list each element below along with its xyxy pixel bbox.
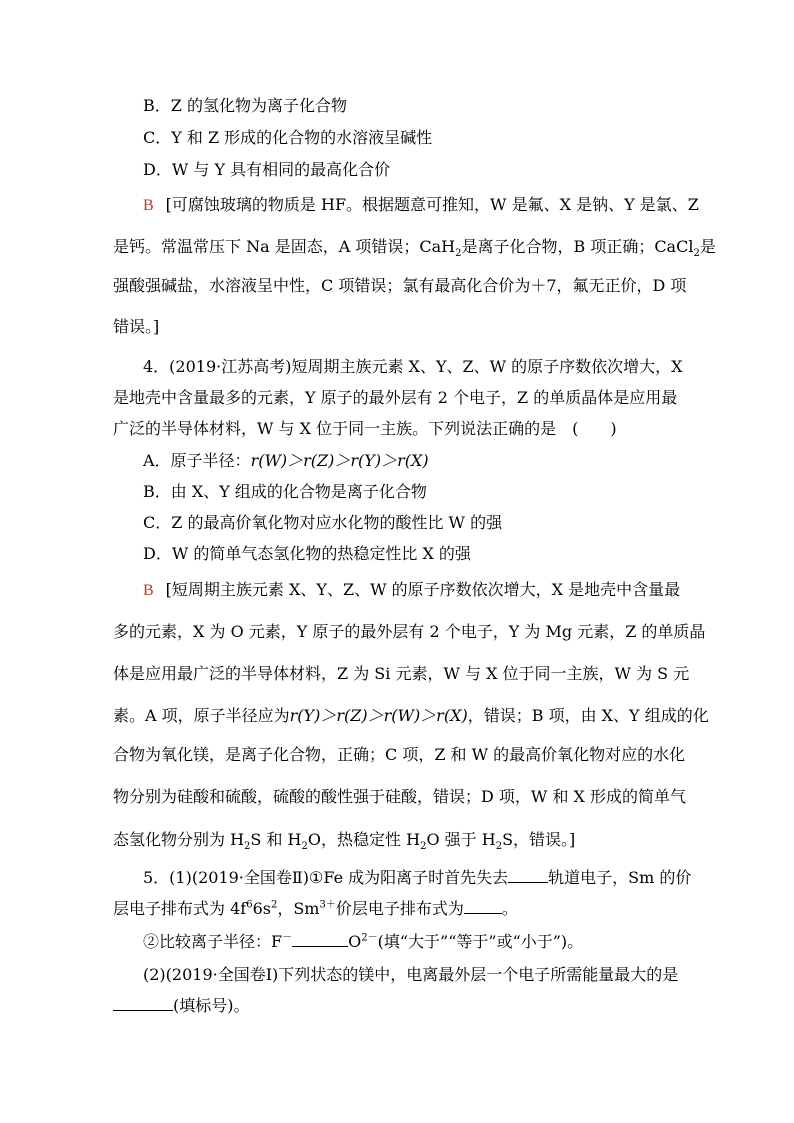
answer-text: 是钙。常温常压下 Na 是固态，A 项错误；CaH [113,237,456,256]
answer-line [113,706,709,726]
fill-blank[interactable] [464,899,502,914]
subscript: 2 [244,841,251,853]
answer-text: 态氢化物分别为 H [113,830,245,849]
answer-text: O，热稳定性 H [307,830,421,849]
fill-blank[interactable] [508,868,548,883]
question-text: (填标号)。 [173,996,250,1015]
question-text: 6s [252,899,271,918]
question-text: O [348,932,362,951]
subscript: 2 [455,248,462,260]
question-text: (填“大于”“等于”或“小于”)。 [377,932,584,951]
question-4-line: 4．(2019·江苏高考)短周期主族元素 X、Y、Z、W 的原子序数依次增大，X [143,357,683,376]
superscript: 2－ [361,932,378,944]
question-text: 。 [501,899,518,918]
answer-text: 是离子化合物，B 项正确；CaCl [461,237,694,256]
superscript: 2 [270,899,278,911]
answer-line: 物分别为硅酸和硫酸，硫酸的酸性强于硅酸，错误；D 项，W 和 X 形成的简单气 [113,787,687,806]
fill-blank[interactable] [113,996,173,1011]
question-text: ②比较离子半径：F [143,932,283,951]
answer-text: 是 [699,237,716,256]
superscript: 3＋ [319,899,336,911]
answer-line [143,195,699,216]
question-text: 5．(1)(2019·全国卷Ⅱ)①Fe 成为阳离子时首先失去 [143,868,509,887]
answer-text: [短周期主族元素 X、Y、Z、W 的原子序数依次增大，X 是地壳中含量最 [165,580,681,599]
subscript: 2 [301,841,308,853]
question-5-line: (2)(2019·全国卷Ⅰ)下列状态的镁中，电离最外层一个电子所需能量最大的是 [143,965,679,984]
question-4-line: 是地壳中含量最多的元素，Y 原子的最外层有 2 个电子，Z 的单质晶体是应用最 [113,388,678,407]
answer-text: ，错误；B 项，由 X、Y 组成的化 [467,706,709,725]
q4-option-b: B．由 X、Y 组成的化合物是离子化合物 [143,482,427,501]
answer-line: 合物为氧化镁，是离子化合物，正确；C 项，Z 和 W 的最高价氧化物对应的水化 [113,745,686,764]
option-expression: r(W)＞r(Z)＞r(Y)＞r(X) [250,451,429,470]
answer-text: S，错误。] [502,830,576,849]
q4-option-c: C．Z 的最高价氧化物对应水化物的酸性比 W 的强 [143,513,503,532]
option-b: B．Z 的氢化物为离子化合物 [143,96,347,115]
q4-option-d: D．W 的简单气态氢化物的热稳定性比 X 的强 [143,544,471,563]
answer-line: 体是应用最广泛的半导体材料，Z 为 Si 元素，W 与 X 位于同一主族，W 为 S 元 [113,664,690,683]
superscript: － [282,932,293,944]
answer-line: 错误。] [113,317,160,336]
option-text: A．原子半径： [143,451,251,470]
answer-line [143,580,680,601]
q4-option-a [143,451,429,471]
question-text: 价层电子排布式为 [335,899,464,918]
answer-letter: B [143,197,154,214]
answer-expression: r(Y)＞r(Z)＞r(W)＞r(X) [289,706,468,725]
answer-text: S 和 H [250,830,302,849]
answer-text: O 强于 H [426,830,496,849]
answer-line [113,830,576,853]
answer-letter: B [143,582,154,599]
question-5-line [113,899,518,919]
fill-blank[interactable] [292,932,348,947]
subscript: 2 [693,248,700,260]
option-c: C．Y 和 Z 形成的化合物的水溶液呈碱性 [143,128,433,147]
question-text: ，Sm [277,899,320,918]
question-text: 层电子排布式为 4f [113,899,247,918]
question-text: 轨道电子，Sm 的价 [548,868,692,887]
answer-text: 素。A 项，原子半径应为 [113,706,290,725]
superscript: 6 [246,899,253,911]
answer-line [113,237,716,260]
answer-line: 强酸强碱盐，水溶液呈中性，C 项错误；氯有最高化合价为＋7，氟无正价，D 项 [113,276,687,295]
option-d: D．W 与 Y 具有相同的最高化合价 [143,160,391,179]
subscript: 2 [495,841,503,853]
question-5-line [143,932,583,952]
subscript: 2 [420,841,427,853]
answer-line: 多的元素，X 为 O 元素，Y 原子的最外层有 2 个电子，Y 为 Mg 元素，Z 的单质晶 [113,622,706,641]
answer-text: [可腐蚀玻璃的物质是 HF。根据题意可推知，W 是氟、X 是钠、Y 是氯、Z [165,195,699,214]
question-5-line [113,996,250,1016]
question-4-line: 广泛的半导体材料，W 与 X 位于同一主族。下列说法正确的是 ( ) [113,419,617,438]
question-5-line [143,868,691,888]
